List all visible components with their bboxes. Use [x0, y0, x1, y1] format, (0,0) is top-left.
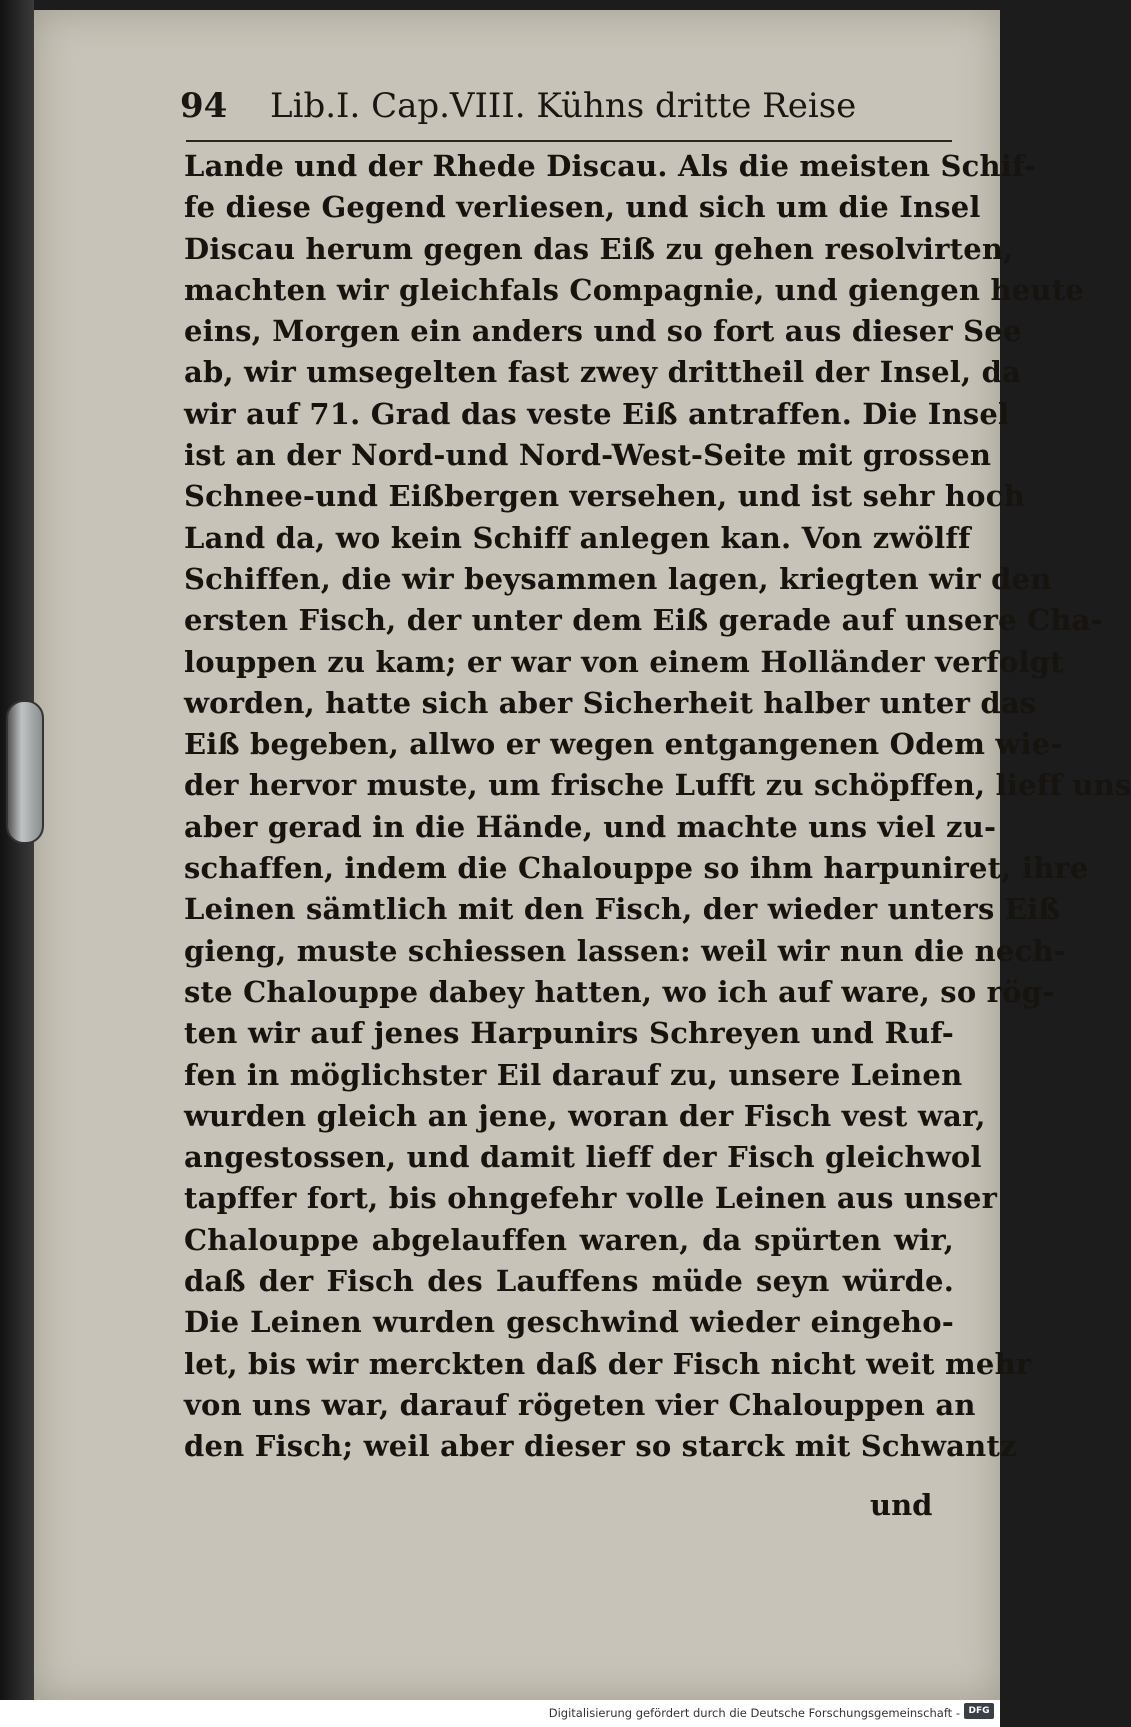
text-line: der hervor muste, um frische Lufft zu schöpffen, lieff uns: [184, 768, 1131, 803]
scan-left-edge: [0, 0, 34, 1700]
dfg-logo-icon: DFG: [964, 1703, 994, 1719]
text-line: aber gerad in die Hände, und machte uns viel zu-: [184, 809, 997, 844]
text-line: Chalouppe abgelauffen waren, da spürten wir,: [184, 1222, 954, 1257]
text-line: fen in möglichster Eil darauf zu, unsere Leinen: [184, 1057, 963, 1092]
text-line: ab, wir umsegelten fast zwey drittheil der Insel, da: [184, 355, 1022, 390]
text-line: angestossen, und damit lieff der Fisch gleichwol: [184, 1140, 982, 1175]
digitization-credit: Digitalisierung gefördert durch die Deutsche Forschungsgemeinschaft -: [548, 1706, 960, 1720]
text-line: Die Leinen wurden geschwind wieder eingeho-: [184, 1305, 954, 1340]
catchword: und: [870, 1488, 933, 1522]
text-line: Land da, wo kein Schiff anlegen kan. Von zwölff: [184, 520, 971, 555]
text-line: ste Chalouppe dabey hatten, wo ich auf ware, so rög-: [184, 974, 1055, 1009]
text-line: Leinen sämtlich mit den Fisch, der wieder unters Eiß: [184, 892, 1061, 927]
text-line: louppen zu kam; er war von einem Holländer verfolgt: [184, 644, 1064, 679]
page-number: 94: [180, 86, 228, 126]
text-line: tapffer fort, bis ohngefehr volle Leinen aus unser: [184, 1181, 998, 1216]
text-line: ersten Fisch, der unter dem Eiß gerade auf unsere Cha-: [184, 603, 1103, 638]
text-line: von uns war, darauf rögeten vier Chalouppen an: [184, 1387, 976, 1422]
header-rule: [186, 140, 952, 142]
running-title: Lib.I. Cap.VIII. Kühns dritte Reise: [270, 86, 857, 126]
text-line: machten wir gleichfals Compagnie, und giengen heute: [184, 272, 1084, 307]
text-line: Schiffen, die wir beysammen lagen, kriegten wir den: [184, 561, 1052, 596]
text-line: let, bis wir merckten daß der Fisch nicht weit mehr: [184, 1346, 1032, 1381]
text-line: ist an der Nord-und Nord-West-Seite mit grossen: [184, 438, 992, 473]
text-line: schaffen, indem die Chalouppe so ihm harpuniret, ihre: [184, 851, 1089, 886]
text-line: worden, hatte sich aber Sicherheit halber unter das: [184, 685, 1037, 720]
page-clip: [6, 700, 44, 844]
body-text: [184, 146, 1131, 1468]
page-header: [180, 86, 870, 132]
text-line: wir auf 71. Grad das veste Eiß antraffen. Die Insel: [184, 396, 1010, 431]
text-line: Eiß begeben, allwo er wegen entgangenen Odem wie-: [184, 727, 1063, 762]
text-line: fe diese Gegend verliesen, und sich um die Insel: [184, 190, 981, 225]
text-line: ten wir auf jenes Harpunirs Schreyen und Ruf-: [184, 1016, 954, 1051]
text-line: Lande und der Rhede Discau. Als die meisten Schif-: [184, 149, 1036, 183]
text-line: Discau herum gegen das Eiß zu gehen resolvirten,: [184, 231, 1014, 266]
text-line: Schnee-und Eißbergen versehen, und ist sehr hoch: [184, 479, 1025, 514]
text-line: den Fisch; weil aber dieser so starck mit Schwantz: [184, 1429, 1017, 1464]
text-line: eins, Morgen ein anders und so fort aus dieser See: [184, 314, 1022, 349]
text-line: gieng, muste schiessen lassen: weil wir nun die nech-: [184, 933, 1066, 968]
text-line: daß der Fisch des Lauffens müde seyn würde.: [184, 1264, 954, 1299]
text-line: wurden gleich an jene, woran der Fisch vest war,: [184, 1098, 986, 1133]
